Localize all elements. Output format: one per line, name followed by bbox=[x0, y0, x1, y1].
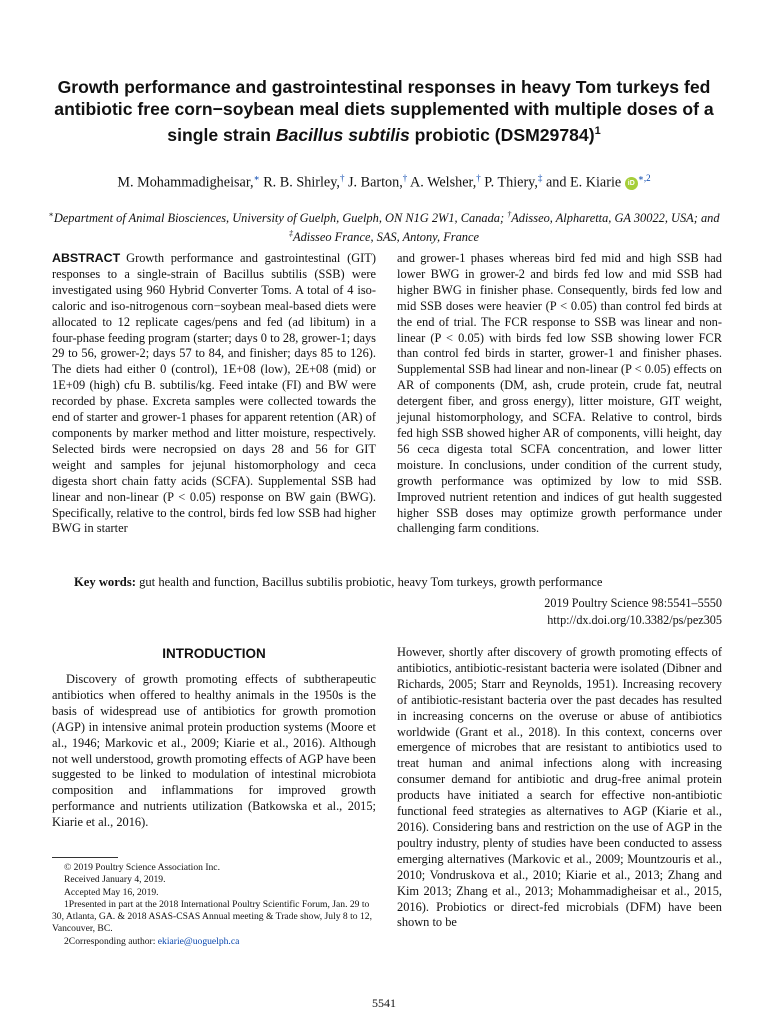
affiliation-mark[interactable]: ∗ bbox=[253, 173, 260, 183]
citation-block bbox=[422, 595, 722, 629]
affiliation-text: Adisseo France, SAS, Antony, France bbox=[293, 230, 479, 245]
footnote-divider bbox=[52, 857, 118, 858]
keywords bbox=[74, 575, 724, 590]
copyright-note: © 2019 Poultry Science Association Inc. bbox=[64, 862, 220, 873]
doi-link[interactable]: http://dx.doi.org/10.3382/ps/pez305 bbox=[547, 613, 722, 627]
abstract-right-column: and grower-1 phases whereas bird fed mid and high SSB had lower BWG in grower-2 and birds fed low and mid SSB had higher BWG in finisher phase. Consequently, birds fed low and mid SSB doses were heavier (P < 0.05) than control fed birds at the end of trial. The FCR response to SSB was linear and non-linear (P < 0.05) with birds fed low SSB showing lower FCR than control fed birds in starter, grower-1 and finisher phases. Supplemental SSB had linear and non-linear (P < 0.05) effects on AR of components (DM, ash, crude protein, crude fat, neutral detergent fiber, and gross energy), litter moisture, GIT weight, jejunal histomorphology, and SCFA. Relative to control, birds fed high SSB showed higher AR of components, villi height, day 56 ceca digesta total SCFA concentration, and lower litter moisture. In conclusions, under condition of the current study, growth performance was optimized by low to mid SSB. Improved nutrient retention and indices of gut health suggested higher SSB doses may optimize growth performance under challenging farm conditions. bbox=[397, 251, 722, 536]
author-list bbox=[40, 173, 728, 192]
affiliation-mark: † bbox=[507, 210, 512, 219]
footnotes bbox=[52, 862, 376, 948]
keywords-text: gut health and function, Bacillus subtilis probiotic, heavy Tom turkeys, growth performance bbox=[139, 575, 603, 589]
author-name: J. Barton, bbox=[344, 174, 403, 191]
received-date: Received January 4, 2019. bbox=[64, 874, 166, 886]
affiliation-mark[interactable]: † bbox=[402, 173, 408, 183]
author-email-link[interactable]: ekiarie@uoguelph.ca bbox=[157, 935, 240, 947]
title-species: Bacillus subtilis bbox=[275, 124, 410, 145]
affiliations bbox=[46, 207, 722, 245]
footnote-2-label: 2Corresponding author: bbox=[64, 935, 158, 947]
author-name: P. Thiery, bbox=[480, 174, 538, 191]
affiliation-text: Adisseo, Alpharetta, GA 30022, USA; and bbox=[511, 211, 720, 226]
author-name: A. Welsher, bbox=[407, 174, 477, 191]
introduction-right-column: However, shortly after discovery of growth promoting effects of antibiotics, antibiotic-resistant bacteria were isolated (Dibner and Richards, 2005; Starr and Reynolds, 1951). Increasing recovery of antibiotic-resistant bacteria over the past decades has resulted in increasing concerns on the overuse or abuse of antibiotics worldwide (Grant et al., 2018). In this context, concerns over emergence of microbes that are resistant to antibiotics used to treat human and animal infections along with increasing consumer demand for antibiotic and drug-free animal protein products have initiated a search for effective non-antibiotic functional feed strategies as alternatives to AGP (Kiarie et al., 2016). Considering bans and restriction on the use of AGP in the poultry industry, plenty of studies have been conducted to assess emerging alternatives (Markovic et al., 2009; Mountzouris et al., 2010; Vondruskova et al., 2010; Kiarie et al., 2013; Zhang and Kim 2013; Zhang et al., 2013; Mohammadigheisar et al., 2015, 2016). Probiotics or direct-fed microbials (DFM) have been shown to be bbox=[397, 645, 722, 930]
title-footnote-mark[interactable]: 1 bbox=[594, 125, 601, 137]
abstract-heading: ABSTRACT bbox=[52, 251, 121, 265]
introduction-left-column: Discovery of growth promoting effects of subtherapeutic antibiotics when offered to healthy animals in the 1950s is the basis of widespread use of antibiotics for growth promotion (AGP) in intensive animal protein production systems (Moore et al., 1946; Markovic et al., 2009; Kiarie et al., 2016). Although not well understood, growth promoting effects of AGP have been suggested to be linked to modulation of intestinal microbiota composition and inflammations for improved growth performance and nutrients utilization (Batkowska et al., 2015; Kiarie et al., 2016). bbox=[52, 672, 376, 830]
author-name: M. Mohammadigheisar, bbox=[117, 174, 254, 191]
author-name: R. B. Shirley, bbox=[259, 174, 340, 191]
page-number: 5541 bbox=[372, 996, 396, 1010]
footnote-2 bbox=[52, 936, 376, 948]
affiliation-mark[interactable]: ‡ bbox=[537, 173, 543, 183]
author-name: and E. Kiarie bbox=[542, 174, 622, 191]
article-title bbox=[40, 76, 728, 146]
affiliation-mark[interactable]: † bbox=[476, 173, 481, 183]
affiliation-mark[interactable]: † bbox=[339, 173, 345, 183]
section-heading-introduction: INTRODUCTION bbox=[162, 646, 266, 661]
affiliation-mark: ‡ bbox=[289, 229, 294, 239]
orcid-icon[interactable]: iD bbox=[625, 177, 638, 190]
keywords-label: Key words: bbox=[74, 575, 136, 589]
abstract-left-column bbox=[52, 251, 376, 537]
title-text-end: probiotic (DSM29784) bbox=[409, 124, 595, 145]
abstract-text: Growth performance and gastrointestinal (GIT) responses to a single-strain of Bacillus subtilis (SSB) were investigated using 960 Hybrid Converter Toms. A total of 4 iso-caloric and iso-nitrogenous corn−soybean meal-based diets were allocated to 12 replicate cages/pens and fed (ad libitum) in a four-phase feeding program (starter; days 0 to 28, grower-1; days 29 to 56, grower-2; days 57 to 84, and finisher; days 85 to 126). The diets had either 0 (control), 1E+08 (low), 2E+08 (mid) or 1E+09 (high) cfu B. subtilis/kg. Feed intake (FI) and BW were recorded by phase. Excreta samples were collected towards the end of starter and grower-1 phases for apparent retention (AR) of components by marker method and litter moisture, respectively. Selected birds were necropsied on days 28 and 56 for GIT weight and samples for jejunal histomorphology and ceca digesta short chain fatty acids (SCFA). Supplemental SSB had linear and non-linear (P < 0.05) response on BW gain (BWG). Specifically, relative to the control, birds fed low SSB had higher BWG in starter bbox=[52, 251, 376, 536]
affiliation-mark: ∗ bbox=[48, 210, 54, 219]
journal-citation: 2019 Poultry Science 98:5541–5550 bbox=[544, 596, 722, 610]
accepted-date: Accepted May 16, 2019. bbox=[64, 886, 159, 898]
affiliation-text: Department of Animal Biosciences, University of Guelph, Guelph, ON N1G 2W1, Canada; bbox=[53, 211, 508, 226]
affiliation-mark[interactable]: ∗,2 bbox=[637, 173, 651, 183]
footnote-1: 1Presented in part at the 2018 International Poultry Scientific Forum, Jan. 29 to 30, Atlanta, GA. & 2018 ASAS-CSAS Annual meeting & Trade show, July 8 to 12, Vancouver, BC. bbox=[52, 898, 372, 935]
title-text: Growth performance and gastrointestinal responses in heavy Tom turkeys fed antibiotic free corn−soybean meal diets supplemented with multiple doses of a single strain bbox=[54, 77, 714, 145]
